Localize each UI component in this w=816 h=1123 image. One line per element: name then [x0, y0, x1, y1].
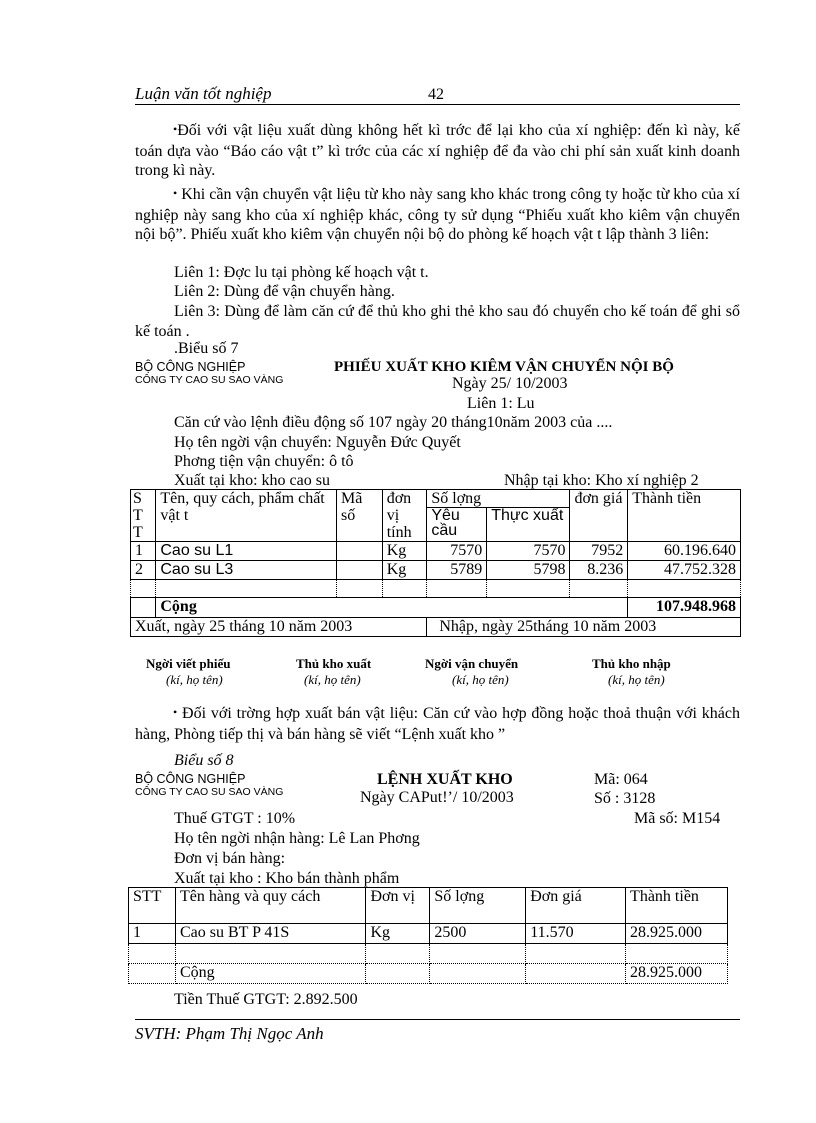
- col-quantity: Số lợng: [427, 490, 570, 508]
- total-amount: 107.948.968: [628, 598, 741, 618]
- paragraph-text: Đối với trờng hợp xuất bán vật liệu: Căn cứ vào hợp đồng hoặc thoả thuận với khách hàng, Phòng tiếp thị và bán hàng sẽ viết “Lệnh xuất kho ”: [135, 705, 740, 743]
- row-amount: 28.925.000: [626, 924, 728, 944]
- col-price: đơn giá: [570, 490, 628, 542]
- export-date: Xuất, ngày 25 tháng 10 năm 2003: [131, 618, 427, 637]
- table-row: [131, 542, 741, 561]
- row-price: 11.570: [526, 924, 626, 944]
- col-stt: STT: [129, 888, 176, 924]
- thesis-title: Luận văn tốt nghiệp: [135, 84, 272, 103]
- table-total-row: [131, 598, 741, 618]
- form-7-title: PHIẾU XUẤT KHO KIÊM VẬN CHUYỂN NỘI BỘ: [334, 359, 674, 375]
- col-stt: S T T: [131, 490, 156, 542]
- vat-rate: Thuế GTGT : 10%: [174, 810, 296, 827]
- order-code: Mã: 064: [594, 771, 648, 788]
- paragraph-internal-transfer: [135, 185, 740, 245]
- row-stt: 1: [129, 924, 176, 944]
- destination-warehouse: Nhập tại kho: Kho xí nghiệp 2: [504, 472, 699, 489]
- col-price: Đơn giá: [526, 888, 626, 924]
- tax-code: Mã số: M154: [634, 810, 721, 827]
- total-label: Cộng: [175, 964, 366, 984]
- signer-stock-out: Thủ kho xuất: [296, 656, 372, 671]
- form-8-title: LỆNH XUẤT KHO: [377, 771, 513, 788]
- order-number: Số : 3128: [594, 790, 656, 807]
- table-total-row: [129, 964, 728, 984]
- row-stt: 1: [131, 542, 156, 561]
- total-label: Cộng: [156, 598, 628, 618]
- form-7-label: .Biểu số 7: [174, 340, 239, 357]
- row-qty-actual: 5798: [487, 561, 570, 580]
- row-code: [337, 561, 383, 580]
- table-date-row: [131, 618, 741, 637]
- paragraph-text: Đối với vật liệu xuất dùng không hết kì trớc để lại kho của xí nghiệp: đến kì này, kế toán dựa vào “Báo cáo vật t” kì trớc của các xí nghiệp để đa vào chi phí sản xuất kinh doanh trong kì này.: [135, 122, 740, 179]
- sign-note: (kí, họ tên): [608, 672, 665, 687]
- col-name: Tên, quy cách, phẩm chất vật t: [156, 490, 337, 542]
- form-7-date: Ngày 25/ 10/2003: [452, 375, 568, 392]
- paragraph-text: Khi cần vận chuyển vật liệu từ kho này sang kho khác trong công ty hoặc từ kho của xí nghiệp này sang kho của xí nghiệp khác, công ty sử dụng “Phiếu xuất kho kiêm vận chuyển nội bộ”. Phiếu xuất kho kiêm vận chuyển nội bộ do phòng kế hoạch vật t lập thành 3 liên:: [135, 186, 740, 243]
- row-amount: 47.752.328: [628, 561, 741, 580]
- col-name: Tên hàng và quy cách: [175, 888, 366, 924]
- row-name: Cao su BT P 41S: [175, 924, 366, 944]
- col-amount: Thành tiền: [626, 888, 728, 924]
- transport-vehicle: Phơng tiện vận chuyển: ô tô: [174, 453, 354, 470]
- copy-3-text: Liên 3: Dùng để làm căn cứ để thủ kho ghi thẻ kho sau đó chuyển cho kế toán để ghi sổ kế toán .: [135, 303, 740, 340]
- row-qty-requested: 5789: [427, 561, 487, 580]
- col-amount: Thành tiền: [628, 490, 741, 542]
- row-quantity: 2500: [430, 924, 526, 944]
- table-row: [131, 561, 741, 580]
- row-unit: Kg: [366, 924, 430, 944]
- row-unit: Kg: [382, 542, 427, 561]
- form-8-date: Ngày CAPut!’/ 10/2003: [360, 789, 514, 806]
- col-unit: đơn vị tính: [382, 490, 427, 542]
- signer-transporter: Ngời vận chuyển: [425, 656, 519, 671]
- receiver-name: Họ tên ngời nhận hàng: Lê Lan Phơng: [174, 830, 420, 847]
- selling-unit: Đơn vị bán hàng:: [174, 850, 286, 867]
- row-name: Cao su L3: [156, 561, 337, 580]
- row-price: 8.236: [570, 561, 628, 580]
- company-name: CÔNG TY CAO SU SAO VÀNG: [135, 374, 284, 386]
- row-qty-requested: 7570: [427, 542, 487, 561]
- paragraph-sale-export: [135, 704, 740, 744]
- sign-note: (kí, họ tên): [452, 672, 509, 687]
- bullet: •: [173, 705, 178, 719]
- col-quantity: Số lợng: [430, 888, 526, 924]
- import-date: Nhập, ngày 25tháng 10 năm 2003: [427, 618, 741, 637]
- source-warehouse: Xuất tại kho : Kho bán thành phẩm: [174, 870, 400, 887]
- signer-writer: Ngời viết phiếu: [146, 656, 231, 671]
- form-7-copy: Liên 1: Lu: [467, 395, 535, 412]
- vat-amount: Tiền Thuế GTGT: 2.892.500: [174, 991, 358, 1008]
- ministry-name: BỘ CÔNG NGHIỆP: [135, 772, 246, 786]
- page-number: 42: [428, 86, 444, 103]
- ministry-name: BỘ CÔNG NGHIỆP: [135, 360, 246, 374]
- transfer-table: [130, 489, 741, 637]
- table-row: [129, 924, 728, 944]
- export-order-table: [128, 887, 728, 984]
- total-amount: 28.925.000: [626, 964, 728, 984]
- sign-note: (kí, họ tên): [304, 672, 361, 687]
- row-amount: 60.196.640: [628, 542, 741, 561]
- row-name: Cao su L1: [156, 542, 337, 561]
- transfer-basis: Căn cứ vào lệnh điều động số 107 ngày 20 tháng10năm 2003 của ....: [174, 414, 613, 431]
- copy-2-text: Liên 2: Dùng để vận chuyển hàng.: [174, 283, 395, 300]
- copy-1-text: Liên 1: Đợc lu tại phòng kế hoạch vật t.: [174, 264, 429, 281]
- company-name: CÔNG TY CAO SU SAO VÀNG: [135, 786, 284, 798]
- table-empty-row: [131, 580, 741, 598]
- row-qty-actual: 7570: [487, 542, 570, 561]
- col-qty-actual: Thực xuất: [487, 508, 570, 542]
- row-code: [337, 542, 383, 561]
- source-warehouse: Xuất tại kho: kho cao su: [174, 472, 330, 489]
- bullet: •: [173, 186, 178, 200]
- form-8-label: Biểu số 8: [174, 752, 234, 769]
- table-header-row: [131, 490, 741, 508]
- sign-note: (kí, họ tên): [166, 672, 223, 687]
- transporter-name: Họ tên ngời vận chuyển: Nguyễn Đức Quyết: [174, 434, 461, 451]
- row-stt: 2: [131, 561, 156, 580]
- col-qty-requested: Yêu cầu: [427, 508, 487, 542]
- author-name: SVTH: Phạm Thị Ngọc Anh: [135, 1024, 324, 1043]
- bullet: •: [173, 122, 178, 136]
- table-empty-row: [129, 944, 728, 964]
- row-price: 7952: [570, 542, 628, 561]
- row-unit: Kg: [382, 561, 427, 580]
- col-code: Mã số: [337, 490, 383, 542]
- paragraph-leftover-materials: [135, 121, 740, 181]
- col-unit: Đơn vị: [366, 888, 430, 924]
- header-rule: [135, 104, 740, 105]
- footer-rule: [135, 1019, 740, 1020]
- signer-stock-in: Thủ kho nhập: [592, 656, 671, 671]
- table-header-row: [129, 888, 728, 924]
